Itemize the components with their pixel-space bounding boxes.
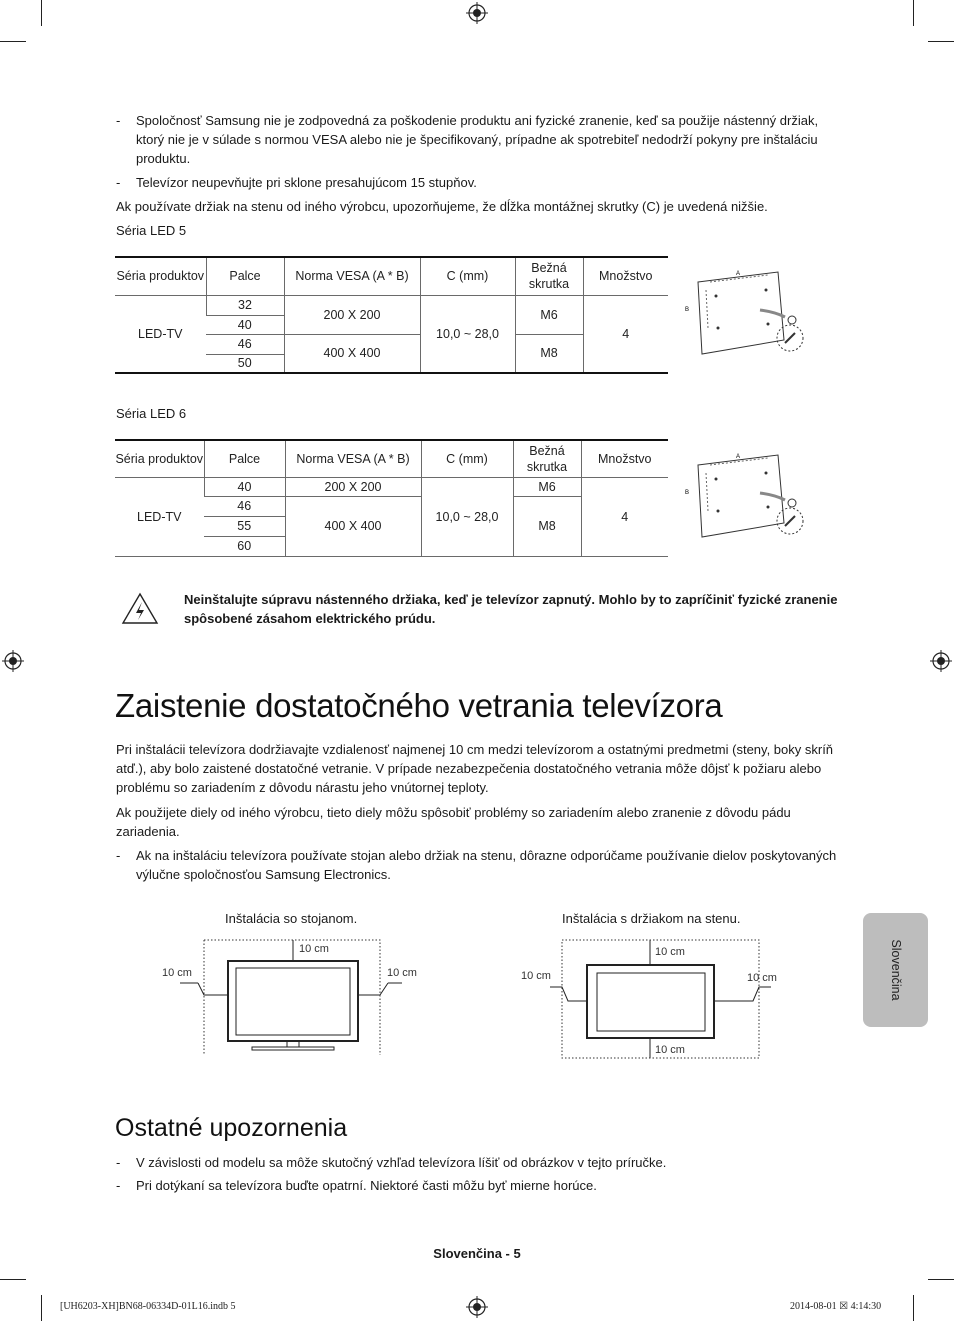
print-info-left: [UH6203-XH]BN68-06334D-01L16.indb 5 [60,1301,236,1312]
registration-mark-icon [466,2,488,24]
gap-label: 10 cm [387,967,417,979]
table-cell: 40 [204,477,285,496]
table-cell: 50 [206,354,284,373]
wall-mount-diagram [680,445,810,545]
registration-mark-icon [930,650,952,672]
warning-text: Neinštalujte súpravu nástenného držiaka, keď je televízor zapnutý. Mohlo by to zapríčiniť fyzické zranenie spôsobené zásahom elektrického prúdu. [184,592,838,626]
table-header: C (mm) [420,257,515,295]
table-cell: 40 [206,315,284,334]
table-cell: 46 [204,496,285,516]
section-title: Ostatné upozornenia [115,1114,348,1142]
table-cell: 200 X 200 [284,295,420,334]
crop-mark [913,0,914,26]
gap-label: 10 cm [655,946,685,958]
list-item: - V závislosti od modelu sa môže skutočný vzhľad televízora líšiť od obrázkov v tejto príručke. [116,1155,667,1170]
table-cell: M6 [513,477,581,496]
table-cell: 400 X 400 [284,334,420,373]
table-cell: M8 [513,496,581,556]
table-header: Množstvo [583,257,668,295]
series-title: Séria LED 6 [116,406,187,421]
table-header: Palce [206,257,284,295]
crop-mark [0,1279,26,1280]
crop-mark [913,1295,914,1321]
crop-mark [41,0,42,26]
table-cell: M6 [515,295,583,334]
table-cell: LED-TV [115,477,204,556]
warning-shock-icon [121,592,159,626]
table-header: Bežná skrutka [515,257,583,295]
table-header: Séria produktov [116,269,205,284]
table-header: Séria produktov [115,451,204,466]
paragraph: Ak použijete diely od iného výrobcu, tieto diely môžu spôsobiť problémy so zariadením alebo zranenie z dôvodu pádu zariadenia. [116,805,791,839]
paragraph: Pri inštalácii televízora dodržiavajte vzdialenosť najmenej 10 cm medzi televízorom a ostatnými predmetmi (steny, boky skríň atď.), aby bolo zaistené dostatočné vetranie. V prípade nezabezpečenia dostatočného vetrania môže dôjsť k požiaru alebo problému so zariadením z dôvodu nárastu jeho vnútornej teploty. [116,742,834,795]
crop-mark [928,1279,954,1280]
list-item: - Spoločnosť Samsung nie je zodpovedná za poškodenie produktu ani fyzické zranenie, keď sa použije nástenný držiak, ktorý nie je v súlade s normou VESA alebo nie je špecifikovaný, prípadne ak spotrebiteľ nedodrží pokyny pre inštaláciu produktu. [116,113,819,166]
list-item: - Televízor neupevňujte pri sklone presahujúcom 15 stupňov. [116,175,477,190]
gap-label: 10 cm [655,1044,685,1056]
table-header: Bežná skrutka [513,440,581,477]
print-info-right: 2014-08-01 ☒ 4:14:30 [790,1301,882,1312]
page-number: Slovenčina - 5 [433,1246,521,1261]
spec-table-led6 [115,439,668,557]
table-header: Množstvo [581,440,668,477]
crop-mark [928,41,954,42]
table-cell: M8 [515,334,583,373]
table-cell: 10,0 ~ 28,0 [421,477,513,556]
dimension-label: B [685,490,690,496]
table-cell: 32 [206,295,284,315]
wall-mount-diagram [680,262,810,362]
registration-mark-icon [466,1296,488,1318]
table-cell: 46 [206,334,284,354]
table-cell: 10,0 ~ 28,0 [420,295,515,373]
list-item: - Ak na inštaláciu televízora používate stojan alebo držiak na stenu, dôrazne odporúčame používanie dielov poskytovaných výlučne spoločnosťou Samsung Electronics. [116,848,837,882]
table-header: Norma VESA (A * B) [285,440,421,477]
registration-mark-icon [2,650,24,672]
gap-label: 10 cm [521,970,551,982]
spec-table-led5 [115,256,668,374]
table-cell: 60 [204,536,285,556]
table-header: C (mm) [421,440,513,477]
table-cell: 55 [204,516,285,536]
dimension-label: A [736,271,741,277]
gap-label: 10 cm [162,967,192,979]
intro-note: Ak používate držiak na stenu od iného výrobcu, upozorňujeme, že dĺžka montážnej skrutky (C) je uvedená nižšie. [116,199,768,214]
table-cell: 200 X 200 [285,477,421,496]
dimension-label: A [736,454,741,460]
crop-mark [0,41,26,42]
series-title: Séria LED 5 [116,223,187,238]
list-item: - Pri dotýkaní sa televízora buďte opatrní. Niektoré časti môžu byť mierne horúce. [116,1178,597,1193]
language-side-tab: Slovenčina [863,913,928,1027]
gap-label: 10 cm [747,972,777,984]
table-header: Palce [204,440,285,477]
table-cell: 400 X 400 [285,496,421,556]
page-title: Zaistenie dostatočného vetrania televízora [115,687,723,724]
crop-mark [41,1295,42,1321]
table-cell: 4 [583,295,668,373]
stand-install-diagram [150,935,430,1065]
gap-label: 10 cm [299,943,329,955]
table-cell: 4 [581,477,668,556]
table-header: Norma VESA (A * B) [284,257,420,295]
diagram-caption: Inštalácia s držiakom na stenu. [562,911,741,926]
dimension-label: B [685,307,690,313]
table-cell: LED-TV [115,295,206,373]
diagram-caption: Inštalácia so stojanom. [225,911,358,926]
